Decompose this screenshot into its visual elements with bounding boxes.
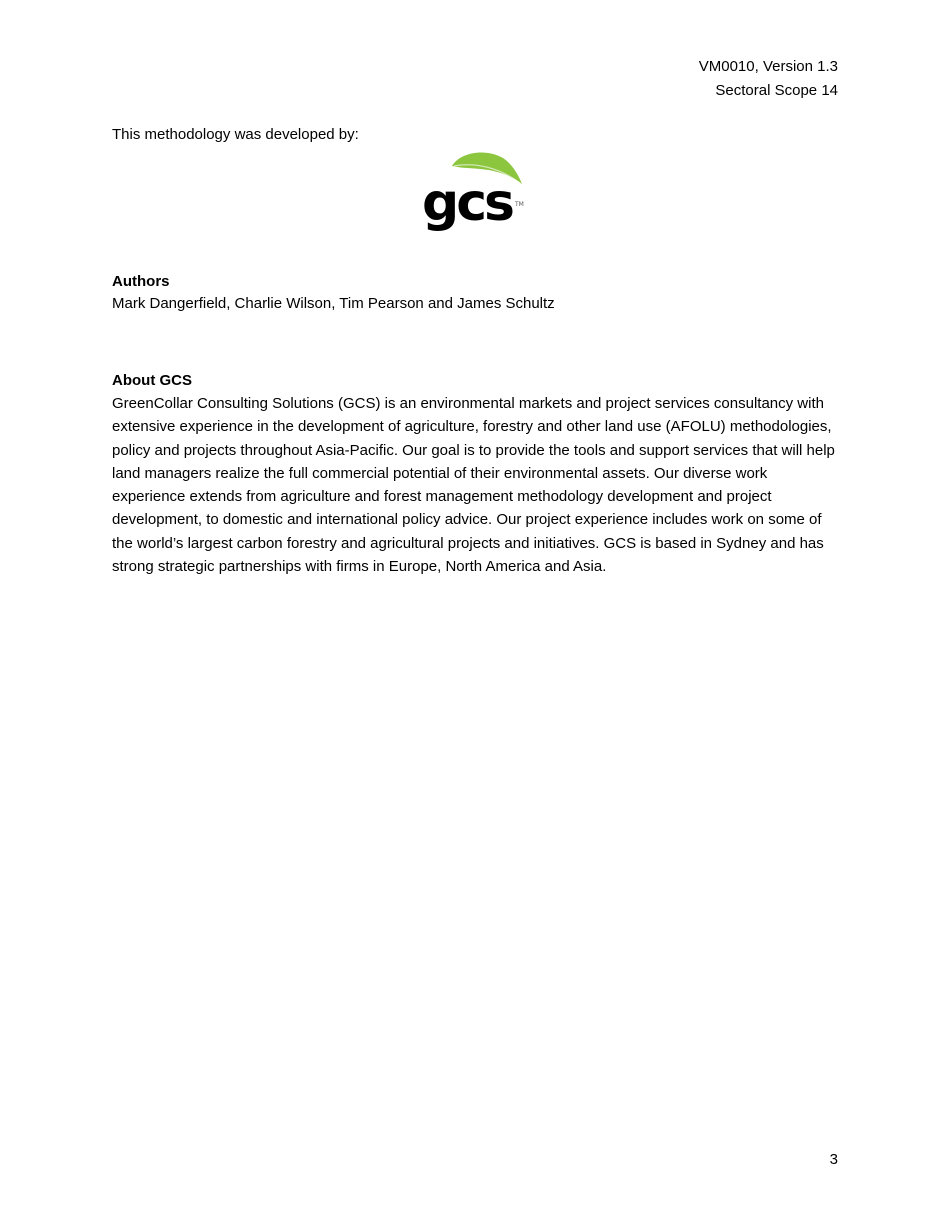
- authors-heading: Authors: [112, 273, 170, 290]
- page-header: [699, 55, 838, 103]
- about-section: [112, 371, 842, 578]
- developed-by-text: This methodology was developed by:: [112, 126, 359, 143]
- logo-trademark: TM: [515, 201, 524, 208]
- gcs-logo-graphic: [420, 150, 532, 234]
- authors-names: Mark Dangerfield, Charlie Wilson, Tim Pearson and James Schultz: [112, 295, 555, 312]
- page-number: 3: [829, 1151, 838, 1168]
- gcs-logo: [420, 150, 532, 234]
- about-body: GreenCollar Consulting Solutions (GCS) is an environmental markets and project services consultancy with extensive experience in the development of agriculture, forestry and other land use (AFOLU) methodologies, policy and projects throughout Asia-Pacific. Our goal is to provide the tools and support services that will help land managers realize the full commercial potential of their environmental assets. Our diverse work experience extends from agriculture and forest management methodology development and project development, to domestic and international policy advice. Our project experience includes work on some of the world’s largest carbon forestry and agricultural projects and initiatives. GCS is based in Sydney and has strong strategic partnerships with firms in Europe, North America and Asia.: [112, 395, 835, 576]
- authors-section: [112, 272, 842, 314]
- logo-wordmark: gcs: [422, 173, 512, 233]
- about-heading: About GCS: [112, 372, 192, 389]
- document-id: VM0010, Version 1.3: [698, 58, 838, 75]
- sectoral-scope: Sectoral Scope 14: [715, 82, 838, 99]
